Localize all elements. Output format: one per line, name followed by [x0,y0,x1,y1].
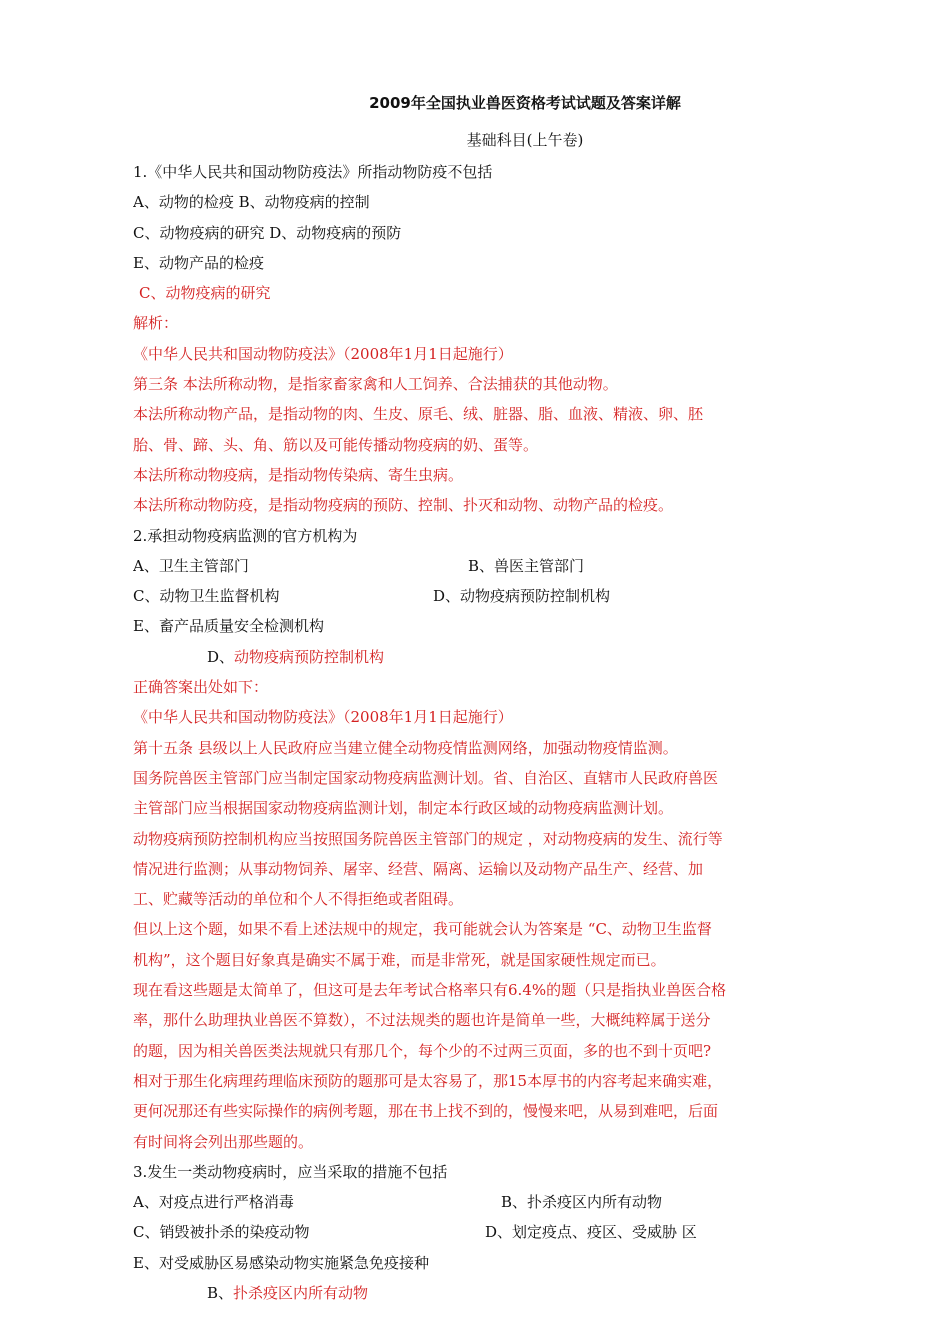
document-body [133,157,803,1308]
q3-option-c: C、销毁被扑杀的染疫动物 [133,1223,310,1242]
document-subtitle: 基础科目(上午卷) [466,131,584,149]
q1-explain-line: 本法所称动物产品，是指动物的肉、生皮、原毛、绒、脏器、脂、血液、精液、卵、胚 [133,405,704,424]
q2-question: 2.承担动物疫病监测的官方机构为 [133,526,358,545]
q3-option-b: B、扑杀疫区内所有动物 [501,1193,663,1212]
q2-explain-line: 机构”，这个题目好象真是确实不属于难，而是非常死，就是国家硬性规定而已。 [133,950,666,969]
q1-explain-line: 第三条 本法所称动物，是指家畜家禽和人工饲养、合法捕获的其他动物。 [133,375,618,394]
q1-question: 1.《中华人民共和国动物防疫法》所指动物防疫不包括 [133,163,493,181]
q2-explain-line: 相对于那生化病理药理临床预防的题那可是太容易了，那15本厚书的内容考起来确实难， [133,1071,723,1090]
q2-explain-line: 《中华人民共和国动物防疫法》（2008年1月1日起施行） [133,708,513,727]
q2-explain-line: 的题，因为相关兽医类法规就只有那几个，每个少的不过两三页面，多的也不到十页吧? [133,1041,712,1060]
q2-option-b: B、兽医主管部门 [468,556,585,575]
document-title: 2009年全国执业兽医资格考试试题及答案详解 [369,94,681,112]
q3-answer-text: 扑杀疫区内所有动物 [233,1283,369,1302]
q2-explain-line: 国务院兽医主管部门应当制定国家动物疫病监测计划。省、自治区、直辖市人民政府兽医 [133,768,719,787]
q3-option-a: A、对疫点进行严格消毒 [133,1193,294,1212]
q2-explain-line: 主管部门应当根据国家动物疫病监测计划，制定本行政区域的动物疫病监测计划。 [133,799,674,818]
q2-option-d: D、动物疫病预防控制机构 [433,587,611,606]
q1-explain-line: 解析： [133,314,179,333]
q2-answer-letter: D、 [207,647,235,666]
q1-options-cd: C、动物疫病的研究 D、动物疫病的预防 [133,223,402,242]
q2-explain-line: 工、贮藏等活动的单位和个人不得拒绝或者阻碍。 [133,890,464,909]
q2-explain-line: 正确答案出处如下： [133,678,269,697]
q1-explain-line: 本法所称动物防疫，是指动物疫病的预防、控制、扑灭和动物、动物产品的检疫。 [133,496,674,515]
q2-explain-line: 情况进行监测；从事动物饲养、屠宰、经营、隔离、运输以及动物产品生产、经营、加 [133,859,704,878]
q2-explain-line: 第十五条 县级以上人民政府应当建立健全动物疫情监测网络，加强动物疫情监测。 [133,738,678,757]
q3-options-ab [133,1187,803,1217]
q2-explain-line: 动物疫病预防控制机构应当按照国务院兽医主管部门的规定 ，对动物疫病的发生、流行等 [133,829,723,848]
q1-explain-line: 胎、骨、蹄、头、角、筋以及可能传播动物疫病的奶、蛋等。 [133,435,539,454]
q2-explain-line: 更何况那还有些实际操作的病例考题，那在书上找不到的，慢慢来吧，从易到难吧，后面 [133,1102,719,1121]
q2-answer-text: 动物疫病预防控制机构 [234,647,385,666]
q1-options-ab: A、动物的检疫 B、动物疫病的控制 [133,193,370,212]
q2-option-e: E、畜产品质量安全检测机构 [133,617,324,636]
q2-options-cd [133,581,803,611]
q3-option-d: D、划定疫点、疫区、受威胁 区 [485,1223,697,1242]
q2-explain-line: 有时间将会列出那些题的。 [133,1132,314,1151]
q2-explain-line: 现在看这些题是太简单了，但这可是去年考试合格率只有6.4%的题（只是指执业兽医合格 [133,981,727,1000]
q3-options-cd [133,1217,803,1247]
q1-answer: C、动物疫病的研究 [139,284,271,303]
q1-explain-line: 《中华人民共和国动物防疫法》（2008年1月1日起施行） [133,344,513,363]
q2-explain-line: 率，那什么助理执业兽医不算数），不过法规类的题也许是简单一些，大概纯粹属于送分 [133,1011,711,1030]
q2-answer [133,642,803,672]
q3-answer-letter: B、 [207,1283,234,1302]
q2-option-a: A、卫生主管部门 [133,556,249,575]
q3-answer [133,1278,803,1308]
q2-options-ab [133,551,803,581]
q1-explain-line: 本法所称动物疫病，是指动物传染病、寄生虫病。 [133,465,464,484]
q2-explain-line: 但以上这个题，如果不看上述法规中的规定，我可能就会认为答案是 “C、动物卫生监督 [133,920,712,939]
q1-option-e: E、动物产品的检疫 [133,253,264,272]
q3-question: 3.发生一类动物疫病时，应当采取的措施不包括 [133,1162,448,1181]
q2-option-c: C、动物卫生监督机构 [133,587,280,606]
q3-option-e: E、对受威胁区易感染动物实施紧急免疫接种 [133,1253,429,1272]
